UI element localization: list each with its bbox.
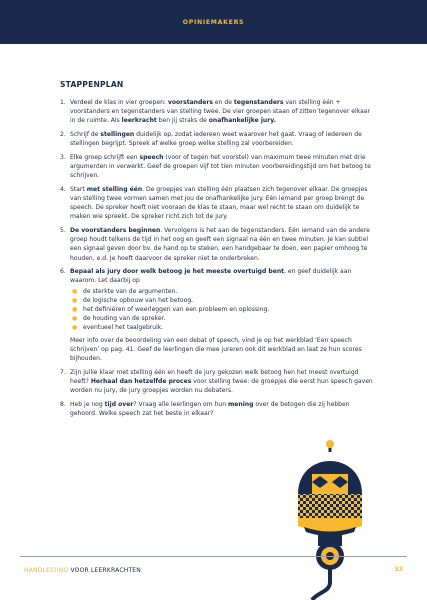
step-number: 2. xyxy=(60,131,66,138)
step-3 xyxy=(60,153,375,181)
bullet-icon: ● xyxy=(72,315,78,323)
step-text: Start met stelling één. De groepjes van stelling één plaatsen zich tegenover elkaar. De groepjes van stelling twee vormen samen met jou de onafhankelijke jury. Eén iemand per groep brengt de speech. De spreker hoeft niet vooraan de klas te staan, maar wel recht te staan om duidelijk te maken wie spreekt. De spreker richt zich tot de jury. xyxy=(70,185,368,221)
step-6 xyxy=(60,267,375,363)
bullet-icon: ● xyxy=(72,287,78,295)
step-text: Bepaal als jury door welk betoog je het meeste overtuigd bent, en geef duidelijk aan waarom. Let daarbij op xyxy=(70,268,352,285)
step-text: De voorstanders beginnen. Vervolgens is het aan de tegenstanders. Eén iemand van de andere groep houdt telkens de tijd in het oog en geeft een signaal na één en twee minuten. Je kan subtiel een signaal geven door bv. de hand op te steken, een handgebaar te doen, een papier omhoog te houden, e.d. Je hoeft daarvoor de spreker niet te onderbreken. xyxy=(70,227,370,262)
header-title: OPINIEMAKERS xyxy=(182,18,245,26)
step-number: 8. xyxy=(60,400,66,408)
step-7 xyxy=(60,368,375,396)
footer-divider xyxy=(20,556,407,557)
step-8 xyxy=(60,400,375,418)
step-text: Verdeel de klas in vier groepen: voorstanders en de tegenstanders van stelling één + voorstanders en tegenstanders van stelling twee. De vier groepen staan of zitten tegenover elkaar in de ruimte. Als leerkracht ben jij straks de onafhankelijke jury. xyxy=(70,99,370,125)
bullet-icon: ● xyxy=(72,296,78,304)
step-text: Elke groep schrijft een speech (voor of tegen het voorstel) van maximum twee minuten met drie argumenten in verwerkt. Geef de groepen vijf tot tien minuten voorbereidingstijd om het betoog te schrijven. xyxy=(70,153,371,180)
step-5 xyxy=(60,226,375,263)
step-number: 3. xyxy=(60,153,66,161)
step-text: Heb je nog tijd over? Vraag alle leerlingen om hun mening over de betogen die zij hebben gehoord. Welke speech zat het beste in elkaar? xyxy=(70,400,350,417)
bullet-icon: ● xyxy=(72,306,78,314)
bullet-icon: ● xyxy=(72,324,78,332)
criteria-list xyxy=(70,287,375,333)
step-note: Meer info over de beoordeling van een debat of speech, vind je op het werkblad ‘Een speech schrijven’ op pag. 41. Geef de leerlingen die mee jureren ook dit werkblad en laat ze hun scores bijhouden. xyxy=(70,336,362,363)
step-number: 7. xyxy=(60,368,66,376)
section-heading: STAPPENPLAN xyxy=(60,80,124,89)
step-number: 4. xyxy=(60,185,66,193)
step-text: Schrijf de stellingen duidelijk op, zodat iedereen weet waarover het gaat. Vraag of iedereen de stellingen begrijpt. Spreek af welke groep welke stelling zal voorbereiden. xyxy=(70,131,362,148)
step-4 xyxy=(60,185,375,222)
header-bar xyxy=(0,0,427,44)
steps-list xyxy=(60,98,375,422)
criteria-item: ● de houding van de spreker. xyxy=(72,315,166,323)
criteria-item: ● eventueel het taalgebruik. xyxy=(72,324,164,332)
step-2 xyxy=(60,130,375,148)
criteria-item: ● de logische opbouw van het betoog. xyxy=(72,296,194,304)
step-number: 1. xyxy=(60,99,66,106)
criteria-item: ● het definiëren of weerleggen van een probleem en oplossing. xyxy=(72,306,270,314)
step-number: 6. xyxy=(60,268,66,276)
step-text: Zijn jullie klaar met stelling één en heeft de jury gekozen welk betoog hen het meest overtuigd heeft? Herhaal dan hetzelfde proces voor stelling twee: de groepjes die eerst hun speech gaven worden nu jury, de jury groepjes worden nu debaters. xyxy=(70,368,373,395)
step-number: 5. xyxy=(60,227,66,234)
step-1 xyxy=(60,98,375,126)
footer-label: HANDLEIDING VOOR LEERKRACHTEN xyxy=(24,567,141,574)
criteria-item: ● de sterkte van de argumenten. xyxy=(72,287,178,295)
page-number: 33 xyxy=(394,566,403,573)
microphone-icon xyxy=(282,432,378,600)
